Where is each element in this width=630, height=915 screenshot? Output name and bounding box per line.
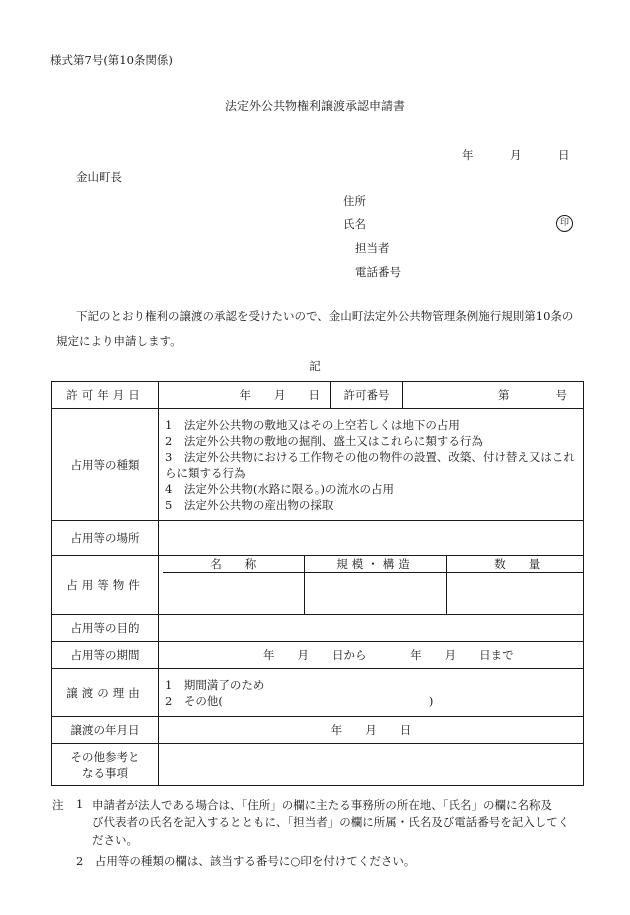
list-item: 1 法定外公共物の敷地又はその上空若しくは地下の占用: [165, 417, 460, 432]
period-to: 年 月 日まで: [410, 648, 514, 662]
occupancy-place-label: 占用等の場所: [52, 521, 159, 556]
phone-number-label: 電話番号: [355, 265, 401, 279]
permit-number-label: 許可番号: [331, 382, 403, 409]
object-quantity-header: 数 量: [446, 556, 584, 573]
occupancy-object-grid: [159, 556, 584, 615]
transfer-date-field[interactable]: 年 月 日: [159, 717, 584, 744]
list-item: 3 法定外公共物における工作物その他の物件の設置、改築、付け替え又はこれらに類する行為: [165, 449, 575, 480]
object-name-header: 名 称: [163, 556, 304, 573]
note-1-line3: ださい。: [92, 833, 138, 847]
application-table: [51, 381, 584, 786]
other-reference-field[interactable]: [159, 744, 584, 786]
occupancy-type-list[interactable]: [159, 409, 584, 521]
occupancy-object-label: 占用等物件: [52, 556, 159, 615]
date-day-label: 日: [558, 148, 570, 162]
object-scale-field[interactable]: [304, 573, 446, 614]
note-1-line1: 申請者が法人である場合は、「住所」の欄に主たる事務所の所在地、「氏名」の欄に名称及: [92, 798, 552, 812]
reason-option-expiry: 1 期間満了のため: [165, 677, 265, 692]
note-1-line2: び代表者の氏名を記入するとともに、「担当者」の欄に所属・氏名及び電話番号を記入してく: [92, 815, 570, 829]
ki-heading: 記: [309, 359, 321, 373]
occupancy-purpose-label: 占用等の目的: [52, 615, 159, 642]
note-2: 2 占用等の種類の欄は、該当する番号に○印を付けてください。: [76, 854, 416, 868]
list-item: 4 法定外公共物(水路に限る。)の流水の占用: [165, 481, 395, 496]
occupancy-period-field[interactable]: [159, 642, 584, 669]
note-1-number: 1: [76, 797, 84, 811]
seal-mark: 印: [556, 215, 573, 232]
date-year-label: 年: [462, 148, 474, 162]
request-text-line1: 下記のとおり権利の譲渡の承認を受けたいので、金山町法定外公共物管理条例施行規則第10条の: [76, 309, 574, 323]
list-item: 2 法定外公共物の敷地の掘削、盛土又はこれらに類する行為: [165, 433, 483, 448]
period-from: 年 月 日から: [263, 648, 367, 662]
object-name-field[interactable]: [163, 573, 304, 614]
occupancy-type-label: 占用等の種類: [52, 409, 159, 521]
notes-prefix: 注: [52, 798, 64, 812]
transfer-reason-label: 譲渡の理由: [52, 669, 159, 717]
other-reference-label: [52, 744, 159, 786]
object-quantity-field[interactable]: [446, 573, 584, 614]
occupancy-place-field[interactable]: [159, 521, 584, 556]
other-reference-label-line2: なる事項: [82, 765, 128, 780]
name-label: 氏名: [343, 217, 366, 231]
date-month-label: 月: [510, 148, 522, 162]
object-scale-header: 規模・構造: [304, 556, 446, 573]
reason-other-text: 2 その他(: [165, 693, 223, 708]
object-subtable: [163, 556, 584, 614]
occupancy-period-label: 占用等の期間: [52, 642, 159, 669]
person-in-charge-label: 担当者: [355, 241, 390, 255]
reason-other-close: ): [428, 693, 434, 708]
form-number: 様式第7号(第10条関係): [50, 53, 173, 67]
permit-number-field[interactable]: 第 号: [403, 382, 584, 409]
transfer-reason-field[interactable]: [159, 669, 584, 717]
page-title: 法定外公共物権利譲渡承認申請書: [224, 99, 405, 113]
occupancy-purpose-field[interactable]: [159, 615, 584, 642]
addressee: 金山町長: [76, 170, 122, 184]
transfer-date-label: 譲渡の年月日: [52, 717, 159, 744]
address-label: 住所: [343, 194, 366, 208]
reason-option-other: [165, 693, 577, 709]
other-reference-label-line1: その他参考と: [70, 749, 140, 764]
request-text-line2: 規定により申請します。: [56, 334, 182, 348]
list-item: 5 法定外公共物の産出物の採取: [165, 497, 334, 512]
permit-date-field[interactable]: 年 月 日: [159, 382, 331, 409]
permit-date-label: 許可年月日: [52, 382, 159, 409]
